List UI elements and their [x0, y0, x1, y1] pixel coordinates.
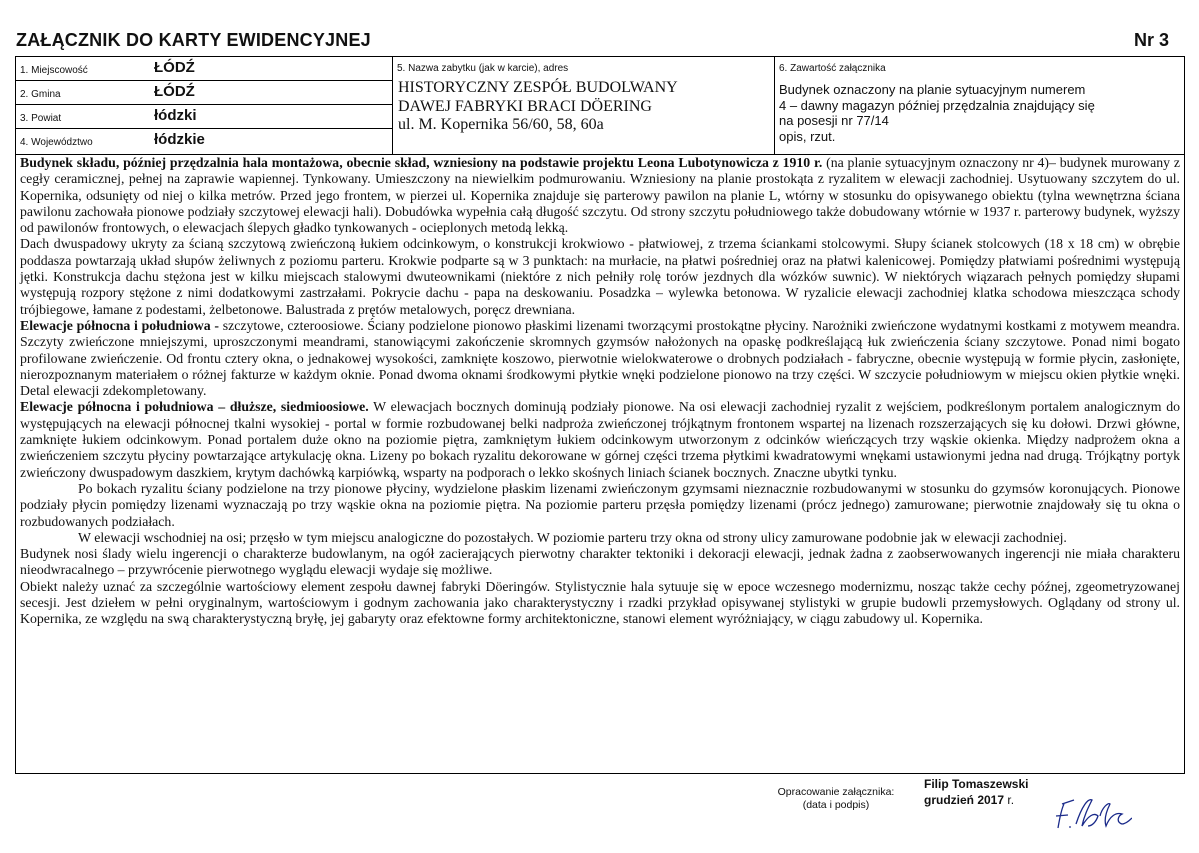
field-value: łódzkie	[154, 131, 205, 148]
attachment-content	[779, 82, 1181, 144]
field-label: 3. Powiat	[20, 113, 62, 124]
document-title: ZAŁĄCZNIK DO KARTY EWIDENCYJNEJ	[16, 30, 371, 50]
paragraph-intro	[20, 155, 1180, 236]
attachment-line: Budynek oznaczony na planie sytuacyjnym numerem	[779, 82, 1086, 97]
location-fields	[16, 57, 393, 154]
field-value: łódzki	[154, 107, 197, 124]
paragraph-lead: Elewacje północna i południowa -	[20, 317, 220, 333]
attachment-number: Nr 3	[1133, 30, 1169, 50]
date-signature-line: (data i podpis)	[802, 799, 870, 811]
field-value: ŁÓDŹ	[154, 83, 195, 100]
attachment-content-cell	[775, 57, 1185, 154]
paragraph-lead: Elewacje północna i południowa – dłuższe, siedmioosiowe.	[20, 399, 369, 415]
object-line: ul. M. Kopernika 56/60, 58, 60a	[398, 116, 604, 133]
object-name	[398, 79, 678, 135]
paragraph-long-elevations	[20, 399, 1180, 480]
attachment-line: 4 – dawny magazyn później przędzalnia znajdujący się	[779, 97, 1095, 113]
field-label: 1. Miejscowość	[20, 65, 88, 76]
author-name: Filip Tomaszewski	[924, 777, 1029, 791]
paragraph-lead: Budynek składu, później przędzalnia hala montażowa, obecnie skład, wzniesiony na podstawie projektu Leona Lubotynowicza z 1910 r.	[20, 155, 823, 170]
attachment-line: na posesji nr 77/14	[779, 113, 889, 128]
field-city	[16, 57, 392, 81]
object-label: 5. Nazwa zabytku (jak w karcie), adres	[397, 63, 569, 74]
paragraph-east-elevation: W elewacji wschodniej na osi; przęsło w tym miejscu analogiczne do pozostałych. W poziomie parteru trzy okna od strony ulicy zamurowane podobnie jak w elewacji zachodniej.	[78, 529, 1067, 545]
header-form	[15, 56, 1185, 154]
field-county	[16, 105, 392, 129]
prepared-by-line: Opracowanie załącznika:	[777, 786, 895, 798]
field-label: 4. Województwo	[20, 137, 93, 148]
description-body	[15, 154, 1185, 774]
date-text: grudzień 2017	[924, 793, 1005, 807]
paragraph-risalit-sides: Po bokach ryzalitu ściany podzielone na trzy pionowe płyciny, wydzielone płaskim lizenami zwieńczonym gzymsami nieznacznie rozbudowanymi w stosunku do gzymsów koronujących. Pionowe podziały płycin pomiędzy lizenami wyznaczają po trzy wąskie okna na poziomie piętra. Na poziomie parteru przęsła pomiędzy lizenami (prócz jednego) zamurowane; pierwotnie znajdowały się tu okna o rozbudowanych podziałach.	[20, 480, 1180, 529]
paragraph-gable-elevations	[20, 318, 1180, 399]
paragraph-text: (na planie sytuacyjnym oznaczony nr 4)– budynek murowany z cegły ceramicznej, pełnej na zaprawie wapiennej. Tynkowany. Umieszczony na niewielkim podmurowaniu. Wzniesiony na planie prostokąta z ryzalitem w elewacji zachodniej. Usytuowany szczytem do ul. Kopernika, odsunięty od niej o kilka metrów. Przed jego frontem, w pierzei ul. Kopernika znajduje się parterowy pawilon na planie L, wtórny w stosunku do opisywanego obiektu (tylna wewnętrzna ściana pawilonu zachowała pionowe podziały szczytowej elewacji hali). Dobudówka wypełnia całą długość szczytu. Od strony szczytu południowego także dobudowany wtórnie w 1937 r. parterowy budynek, wyższy od pawilonów frontowych, o elewacjach ślepych gładko tynkowanych - ocieplonych metodą lekką.	[20, 155, 1180, 236]
field-commune	[16, 81, 392, 105]
paragraph-interventions: Budynek nosi ślady wielu ingerencji o charakterze budowlanym, na ogół zacierających pierwotny charakter tektoniki i dekoracji elewacji, jednak żadna z zaobserwowanych ingerencji nie miała charakteru nieodwracalnego – przywrócenie pierwotnego wyglądu elewacji wydaje się możliwe.	[20, 546, 1180, 578]
paragraph-text: W elewacjach bocznych dominują podziały pionowe. Na osi elewacji zachodniej ryzalit z wejściem, podkreślonym portalem analogicznym do występujących na elewacji północnej tkalni wysokiej - portal w formie rozbudowanej belki nadproża zwieńczonej trójkątnym frontonem wspartej na lizenach rozszerzających się ku dołowi. Drzwi główne, zamknięte łukiem odcinkowym. Ponad portalem duże okno na poziomie piętra, zamkniętym łukiem odcinkowym utworzonym z odcinków wieńczących trzy wąskie okienka. Między nadprożem okna a zwieńczeniem szczytu płyciny powtarzające artykulację okna. Lizeny po bokach ryzalitu dekorowane w górnej części trzema płytkimi kwadratowymi wnękami ustawionymi jedna nad drugą. Trójkątny portyk zwieńczony dwuspadowym daszkiem, krytym dachówką karpiówką, wsparty na podporach o lekko skośnych liniach ścianek bocznych. Znaczne ubytki tynku.	[20, 399, 1181, 480]
paragraph-roof: Dach dwuspadowy ukryty za ścianą szczytową zwieńczoną łukiem odcinkowym, o konstrukcji krokwiowo - płatwiowej, z trzema ściankami stolcowymi. Słupy ścianek stolcowych (18 x 18 cm) w obrębie poddasza powtarzają układ słupów żeliwnych z poziomu parteru. Krokwie podparte są w 3 punktach: na murłacie, na płatwi pośredniej oraz na płatwi kalenicowej. Pomiędzy płatwiami pośrednimi występują jętki. Konstrukcja dachu stężona jest w kilku miejscach stalowymi dwuteownikami (niektóre z nich pełniły rolę torów jezdnych dla wózków suwnic). W niektórych wiązarach pełnych pomiędzy słupami występują rozpory stężone z nimi dodatkowymi zastrzałami. Pokrycie dachu - papa na deskowaniu. Posadzka – wylewka betonowa. W ryzalicie elewacji zachodniej klatka schodowa mieszcząca schody trójbiegowe, łamane z podestami, żelbetonowe. Balustrada z prętów metalowych, poręcz drewniana.	[20, 236, 1180, 317]
attachment-line: opis, rzut.	[779, 128, 836, 144]
handwritten-signature	[1052, 786, 1132, 836]
object-name-cell	[393, 57, 775, 154]
object-line: DAWEJ FABRYKI BRACI DÖERING	[398, 97, 652, 115]
attachment-label: 6. Zawartość załącznika	[779, 63, 886, 74]
prepared-date	[924, 792, 1028, 808]
object-line: HISTORYCZNY ZESPÓŁ BUDOLWANY	[398, 79, 678, 96]
prepared-by-label	[756, 786, 916, 812]
paragraph-text: szczytowe, czteroosiowe. Ściany podzielone pionowo płaskimi lizenami tworzącymi prostokątne płyciny. Narożniki zwieńczone wydatnymi kostkami z motywem meandra. Szczyty zwieńczone mniejszymi, uproszczonymi meandrami, stanowiącymi zakończenie skromnych gzymsów nałożonych na opaskę podkreślającą łuk zwieńczenia ściany szczytowe. Ponad nimi bogato profilowane zwieńczenie. Od frontu cztery okna, o jednakowej wysokości, zamknięte koszowo, pierwotnie wielokwaterowe o drobnych podziałach - fabryczne, obecnie występują w formie płycin, zasłonięte, nierozpoznanym materiałem o różnej fakturze w każdym oknie. Ponad dwoma oknami środkowymi płytkie wnęki podzielone pionowo na trzy części. W szczycie południowym w miejscu okien płytkie wnęki. Detal elewacji zdekompletowany.	[20, 317, 1181, 399]
field-label: 2. Gmina	[20, 89, 61, 100]
author-block	[924, 776, 1028, 808]
date-suffix: r.	[1007, 793, 1015, 807]
field-value: ŁÓDŹ	[154, 59, 195, 76]
footer	[0, 776, 1199, 846]
field-voivodeship	[16, 129, 392, 153]
paragraph-assessment: Obiekt należy uznać za szczególnie wartościowy element zespołu dawnej fabryki Döeringów. Stylistycznie hala sytuuje się w epoce wczesnego modernizmu, nosząc także cechy późnej, zgeometryzowanej secesji. Jest dziełem w pełni oryginalnym, wartościowym i godnym zachowania jako charakterystyczny i rzadki przykład opisywanej stylistyki w grupie budowli przemysłowych. Oglądany od strony ul. Kopernika, ze względu na swą charakterystyczną bryłę, jej gabaryty oraz efektowne formy architektoniczne, stanowi element wyróżniający, w ciągu zabudowy ul. Kopernika.	[20, 578, 1180, 627]
